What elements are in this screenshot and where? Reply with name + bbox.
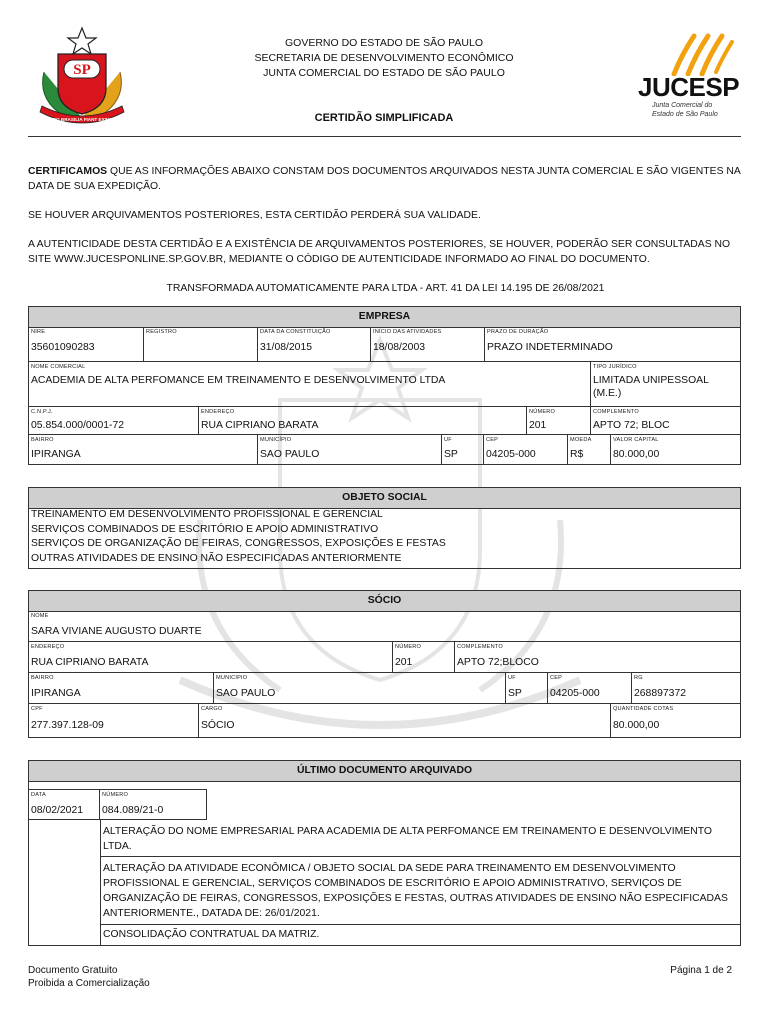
- socio-nome-field: [29, 611, 740, 642]
- socio-cotas-value: 80.000,00: [613, 720, 660, 731]
- ultimo-data-value: 08/02/2021: [31, 805, 84, 816]
- tipo-juridico-value: LIMITADA UNIPESSOAL (M.E.): [593, 375, 709, 399]
- socio-numero-value: 201: [395, 657, 413, 668]
- socio-numero-field: [393, 642, 455, 673]
- capital-label: VALOR CAPITAL: [613, 437, 659, 443]
- registro-field: [144, 327, 258, 362]
- bairro-field: [29, 435, 258, 464]
- ultimo-numero-value: 084.089/21-0: [102, 805, 164, 816]
- page-title: CERTIDÃO SIMPLIFICADA: [314, 112, 454, 124]
- municipio-label: MUNICÍPIO: [260, 437, 292, 443]
- prazo-label: PRAZO DE DURAÇÃO: [487, 329, 549, 335]
- socio-cpf-field: [29, 704, 199, 737]
- cep-value: 04205-000: [486, 449, 536, 460]
- ultimo-entry: [101, 819, 740, 857]
- nire-label: NIRE: [31, 329, 46, 335]
- bairro-value: IPIRANGA: [31, 449, 81, 460]
- socio-bairro-label: BAIRRO: [31, 675, 54, 681]
- objeto-social-line: SERVIÇOS DE ORGANIZAÇÃO DE FEIRAS, CONGRESSOS, EXPOSIÇÕES E FESTAS: [31, 538, 446, 549]
- socio-cargo-label: CARGO: [201, 706, 223, 712]
- socio-cotas-label: QUANTIDADE COTAS: [613, 706, 674, 712]
- uf-value: SP: [444, 449, 458, 460]
- ultimo-entry-text: ALTERAÇÃO DA ATIVIDADE ECONÔMICA / OBJETO SOCIAL DA SEDE PARA TREINAMENTO EM DESENVOLVIMENTO PROFISSIONAL E GERENCIAL, SERVIÇOS COMBINADOS DE ESCRITÓRIO E APOIO ADMINISTRATIVO, SERVIÇOS DE ORGANIZAÇÃO DE FEIRAS, CONGRESSOS, EXPOSIÇÕES E FESTAS, OUTRAS ATIVIDADES DE ENSINO NÃO ESPECIFICADAS ANTERIORMENTE., DATADA DE: 26/01/2021.: [103, 863, 728, 919]
- nire-field: [29, 327, 144, 362]
- ultimo-entry-text: CONSOLIDAÇÃO CONTRATUAL DA MATRIZ.: [103, 929, 320, 940]
- socio-rg-field: [632, 673, 740, 704]
- socio-section: [28, 590, 741, 738]
- ultimo-entry: [101, 925, 740, 945]
- socio-cargo-field: [199, 704, 611, 737]
- moeda-label: MOEDA: [570, 437, 592, 443]
- socio-cpf-value: 277.397.128-09: [31, 720, 104, 731]
- socio-nome-label: NOME: [31, 613, 49, 619]
- endereco-value: RUA CIPRIANO BARATA: [201, 420, 319, 431]
- objeto-social-line: SERVIÇOS COMBINADOS DE ESCRITÓRIO E APOIO ADMINISTRATIVO: [31, 523, 379, 535]
- uf-label: UF: [444, 437, 452, 443]
- socio-cargo-value: SÓCIO: [201, 720, 235, 731]
- municipio-field: [258, 435, 442, 464]
- ultimo-data-field: [29, 789, 100, 820]
- endereco-label: ENDEREÇO: [201, 409, 235, 415]
- complemento-label: COMPLEMENTO: [593, 409, 639, 415]
- intro-bold-word: CERTIFICAMOS: [28, 166, 108, 177]
- intro-paragraph-1: [28, 164, 743, 194]
- seal-letters: SP: [73, 62, 91, 78]
- objeto-social-line: OUTRAS ATIVIDADES DE ENSINO NÃO ESPECIFICADAS ANTERIORMENTE: [31, 552, 402, 564]
- socio-nome-value: SARA VIVIANE AUGUSTO DUARTE: [31, 626, 202, 637]
- socio-municipio-value: SAO PAULO: [216, 688, 276, 699]
- header-divider: [28, 136, 741, 137]
- moeda-value: R$: [570, 449, 584, 460]
- page-number: Página 1 de 2: [670, 965, 732, 976]
- endereco-field: [199, 407, 527, 435]
- ultimo-entry-text: ALTERAÇÃO DO NOME EMPRESARIAL PARA ACADEMIA DE ALTA PERFOMANCE EM TREINAMENTO E DESENVOLVIMENTO LTDA.: [103, 826, 712, 852]
- jucesp-swoosh-icon: [666, 32, 736, 76]
- municipio-value: SAO PAULO: [260, 449, 320, 460]
- registro-label: REGISTRO: [146, 329, 177, 335]
- objeto-social-title: OBJETO SOCIAL: [29, 488, 740, 509]
- jucesp-sub-2: Estado de São Paulo: [652, 111, 718, 118]
- intro-paragraph-2: SE HOUVER ARQUIVAMENTOS POSTERIORES, ESTA CERTIDÃO PERDERÁ SUA VALIDADE.: [28, 210, 481, 221]
- cnpj-label: C.N.P.J.: [31, 409, 53, 415]
- cnpj-value: 05.854.000/0001-72: [31, 420, 125, 431]
- socio-cpf-label: CPF: [31, 706, 43, 712]
- objeto-social-section: [28, 487, 741, 569]
- header-line-3: JUNTA COMERCIAL DO ESTADO DE SÃO PAULO: [263, 67, 505, 79]
- seal-motto: PRO BRASILIA FIANT EXIMIA: [49, 117, 115, 122]
- socio-complemento-value: APTO 72;BLOCO: [457, 657, 539, 668]
- cep-field: [484, 435, 568, 464]
- socio-cep-value: 04205-000: [550, 688, 600, 699]
- data-constituicao-field: [258, 327, 371, 362]
- capital-value: 80.000,00: [613, 449, 660, 460]
- capital-field: [611, 435, 740, 464]
- ultimo-data-label: DATA: [31, 792, 46, 798]
- footer-no-sale: Proibida a Comercialização: [28, 978, 150, 989]
- ultimo-entries: [100, 819, 740, 945]
- socio-endereco-value: RUA CIPRIANO BARATA: [31, 657, 149, 668]
- footer-free-document: Documento Gratuito: [28, 965, 118, 976]
- socio-cotas-field: [611, 704, 740, 737]
- socio-cep-field: [548, 673, 632, 704]
- socio-rg-value: 268897372: [634, 688, 687, 699]
- socio-municipio-label: MUNICIPIO: [216, 675, 248, 681]
- socio-uf-field: [506, 673, 548, 704]
- numero-value: 201: [529, 420, 547, 431]
- jucesp-wordmark: JUCESP: [638, 72, 740, 102]
- socio-complemento-label: COMPLEMENTO: [457, 644, 503, 650]
- nome-comercial-field: [29, 362, 591, 407]
- ultimo-documento-section: [28, 760, 741, 946]
- header-line-1: GOVERNO DO ESTADO DE SÃO PAULO: [285, 37, 483, 49]
- socio-uf-label: UF: [508, 675, 516, 681]
- complemento-field: [591, 407, 740, 435]
- jucesp-sub-1: Junta Comercial do: [652, 102, 713, 109]
- ultimo-numero-label: NÚMERO: [102, 792, 129, 798]
- tipo-juridico-field: [591, 362, 740, 407]
- socio-title: SÓCIO: [29, 591, 740, 612]
- prazo-field: [485, 327, 740, 362]
- socio-bairro-value: IPIRANGA: [31, 688, 81, 699]
- ultimo-documento-title: ÚLTIMO DOCUMENTO ARQUIVADO: [29, 761, 740, 782]
- tipo-juridico-label: TIPO JURÍDICO: [593, 364, 637, 370]
- socio-uf-value: SP: [508, 688, 522, 699]
- ultimo-numero-field: [100, 789, 207, 820]
- jucesp-logo: [636, 32, 746, 127]
- nire-value: 35601090283: [31, 342, 95, 353]
- ultimo-entry: [101, 857, 740, 925]
- data-constituicao-label: DATA DA CONSTITUIÇÃO: [260, 329, 331, 335]
- inicio-atividades-value: 18/08/2003: [373, 342, 426, 353]
- socio-cep-label: CEP: [550, 675, 563, 681]
- numero-field: [527, 407, 591, 435]
- intro-paragraph-1-text: QUE AS INFORMAÇÕES ABAIXO CONSTAM DOS DOCUMENTOS ARQUIVADOS NESTA JUNTA COMERCIAL E SÃO VIGENTES NA DATA DE SUA EXPEDIÇÃO.: [28, 166, 741, 192]
- socio-complemento-field: [455, 642, 740, 673]
- bairro-label: BAIRRO: [31, 437, 54, 443]
- moeda-field: [568, 435, 611, 464]
- socio-endereco-label: ENDEREÇO: [31, 644, 65, 650]
- header-line-2: SECRETARIA DE DESENVOLVIMENTO ECONÔMICO: [254, 52, 514, 64]
- empresa-title: EMPRESA: [29, 307, 740, 328]
- numero-label: NÚMERO: [529, 409, 556, 415]
- socio-numero-label: NÚMERO: [395, 644, 422, 650]
- data-constituicao-value: 31/08/2015: [260, 342, 313, 353]
- nome-comercial-value: ACADEMIA DE ALTA PERFOMANCE EM TREINAMENTO E DESENVOLVIMENTO LTDA: [31, 375, 446, 386]
- inicio-atividades-field: [371, 327, 485, 362]
- empresa-section: [28, 306, 741, 465]
- prazo-value: PRAZO INDETERMINADO: [487, 342, 613, 353]
- socio-bairro-field: [29, 673, 214, 704]
- socio-endereco-field: [29, 642, 393, 673]
- cnpj-field: [29, 407, 199, 435]
- intro-paragraph-3: A AUTENTICIDADE DESTA CERTIDÃO E A EXISTÊNCIA DE ARQUIVAMENTOS POSTERIORES, SE HOUVER, PODERÃO SER CONSULTADAS NO SITE WWW.JUCESPONLINE.SP.GOV.BR, MEDIANTE O CÓDIGO DE AUTENTICIDADE INFORMADO AO FINAL DO DOCUMENTO.: [28, 239, 731, 265]
- nome-comercial-label: NOME COMERCIAL: [31, 364, 86, 370]
- objeto-social-line: TREINAMENTO EM DESENVOLVIMENTO PROFISSIONAL E GERENCIAL: [31, 509, 383, 520]
- cep-label: CEP: [486, 437, 499, 443]
- intro-paragraph-4: TRANSFORMADA AUTOMATICAMENTE PARA LTDA - ART. 41 DA LEI 14.195 DE 26/08/2021: [166, 283, 605, 294]
- uf-field: [442, 435, 484, 464]
- inicio-atividades-label: INÍCIO DAS ATIVIDADES: [373, 329, 442, 335]
- complemento-value: APTO 72; BLOC: [593, 420, 670, 431]
- socio-rg-label: RG: [634, 675, 643, 681]
- socio-municipio-field: [214, 673, 506, 704]
